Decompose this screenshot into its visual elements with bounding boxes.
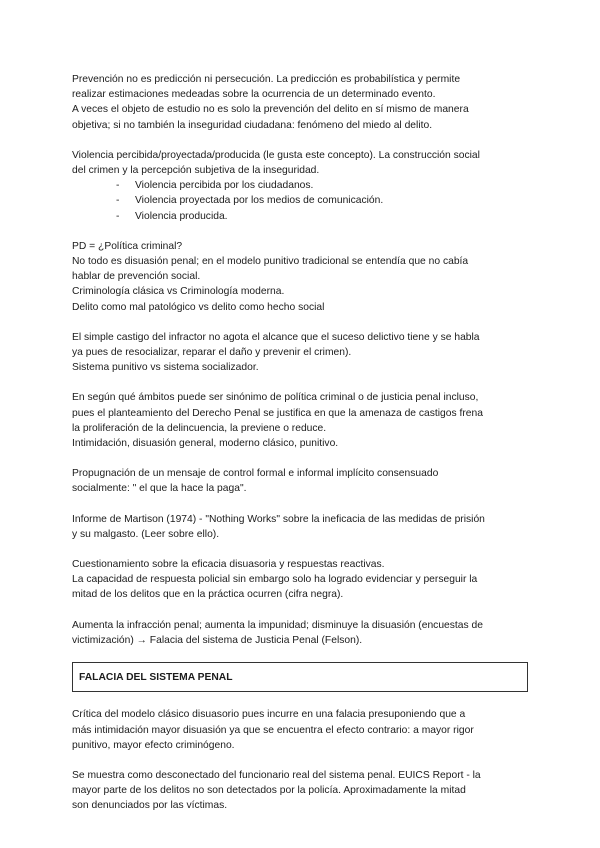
text-line: mayor parte de los delitos no son detectados por la policía. Aproximadamente la mitad [72, 785, 466, 797]
text-line: objetiva; si no también la inseguridad ciudadana: fenómeno del miedo al delito. [72, 119, 433, 131]
paragraph-politica-criminal [72, 239, 528, 315]
paragraph-euics [72, 768, 528, 814]
text-line: Intimidación, disuasión general, moderno clásico, punitivo. [72, 438, 339, 450]
list-item [116, 193, 528, 208]
paragraph-castigo [72, 330, 528, 376]
text-line: Sistema punitivo vs sistema socializador. [72, 362, 259, 374]
text-line: El simple castigo del infractor no agota el alcance que el suceso delictivo tiene y se habla [72, 331, 480, 343]
paragraph-ambitos [72, 390, 528, 451]
text-line: son denunciados por las víctimas. [72, 800, 228, 812]
text-line: La capacidad de respuesta policial sin embargo solo ha logrado evidenciar y perseguir la [72, 574, 478, 586]
text-line: No todo es disuasión penal; en el modelo punitivo tradicional se entendía que no cabía [72, 256, 469, 268]
list-item [116, 209, 528, 224]
text-line: victimización) → Falacia del sistema de Justicia Penal (Felson). [72, 634, 363, 646]
text-line: Propugnación de un mensaje de control formal e informal implícito consensuado [72, 468, 439, 480]
text-line: realizar estimaciones medeadas sobre la ocurrencia de un determinado evento. [72, 89, 436, 101]
text-line: En según qué ámbitos puede ser sinónimo de política criminal o de justicia penal incluso, [72, 392, 479, 404]
paragraph-critica [72, 707, 528, 753]
text-line: PD = ¿Política criminal? [72, 240, 183, 252]
text-line: Cuestionamiento sobre la eficacia disuasoria y respuestas reactivas. [72, 559, 385, 571]
text-line: mitad de los delitos que en la práctica ocurren (cifra negra). [72, 589, 344, 601]
text-line: y su malgasto. (Leer sobre ello). [72, 528, 220, 540]
list-item-text: Violencia percibida por los ciudadanos. [135, 180, 314, 192]
text-line: Informe de Martison (1974) - "Nothing Works" sobre la ineficacia de las medidas de prisión [72, 513, 485, 525]
text-line: pues el planteamiento del Derecho Penal se justifica en que la amenaza de castigos frena [72, 407, 483, 419]
text-line: ya pues de resocializar, reparar el daño y prevenir el crimen). [72, 347, 352, 359]
violencia-list [72, 178, 528, 224]
dash-bullet: - [116, 195, 120, 207]
list-item [116, 178, 528, 193]
text-line: punitivo, mayor efecto criminógeno. [72, 739, 235, 751]
text-line: Crítica del modelo clásico disuasorio pues incurre en una falacia presuponiendo que a [72, 709, 466, 721]
section-heading-falacia: FALACIA DEL SISTEMA PENAL [72, 662, 528, 692]
text-line: más intimidación mayor disuasión ya que se encuentra el efecto contrario: a mayor rigor [72, 724, 474, 736]
text-line: hablar de prevención social. [72, 271, 201, 283]
list-item-text: Violencia producida. [135, 210, 228, 222]
paragraph-cuestionamiento [72, 557, 528, 603]
text-line: A veces el objeto de estudio no es solo la prevención del delito en sí mismo de manera [72, 104, 469, 116]
text-line: del crimen y la percepción subjetiva de la inseguridad. [72, 165, 320, 177]
text-line: la proliferación de la delincuencia, la previene o reduce. [72, 422, 327, 434]
paragraph-prevencion [72, 72, 528, 133]
text-line: Prevención no es predicción ni persecución. La predicción es probabilística y permite [72, 74, 461, 85]
text-line: Delito como mal patológico vs delito como hecho social [72, 301, 325, 313]
paragraph-violencia [72, 148, 528, 178]
text-line: Violencia percibida/proyectada/producida (le gusta este concepto). La construcción social [72, 149, 480, 161]
text-line: socialmente: " el que la hace la paga". [72, 483, 247, 495]
paragraph-propugnacion [72, 466, 528, 496]
list-item-text: Violencia proyectada por los medios de comunicación. [135, 195, 384, 207]
paragraph-aumenta [72, 618, 528, 648]
dash-bullet: - [116, 180, 120, 192]
text-line: Criminología clásica vs Criminología moderna. [72, 286, 285, 298]
dash-bullet: - [116, 210, 120, 222]
text-line: Se muestra como desconectado del funcionario real del sistema penal. EUICS Report - la [72, 769, 481, 781]
paragraph-martison [72, 512, 528, 542]
text-line: Aumenta la infracción penal; aumenta la impunidad; disminuye la disuasión (encuestas de [72, 619, 483, 631]
